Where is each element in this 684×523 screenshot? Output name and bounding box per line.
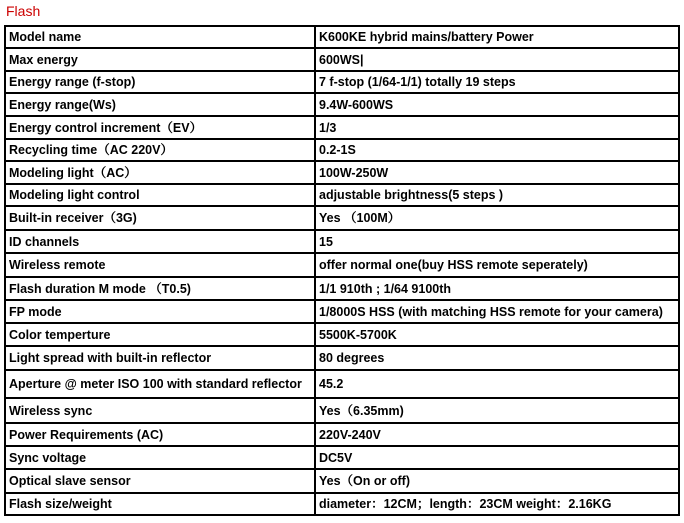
row-value: 220V-240V — [315, 423, 679, 446]
table-row — [5, 300, 679, 323]
row-label: Modeling light control — [5, 184, 315, 206]
row-label: Energy control increment（EV） — [5, 116, 315, 139]
row-label: Built-in receiver（3G) — [5, 206, 315, 230]
row-value: 45.2 — [315, 370, 679, 398]
table-row — [5, 323, 679, 346]
row-label: Model name — [5, 26, 315, 48]
table-row — [5, 253, 679, 277]
row-value: K600KE hybrid mains/battery Power — [315, 26, 679, 48]
row-value: 5500K-5700K — [315, 323, 679, 346]
row-label: Wireless remote — [5, 253, 315, 277]
row-label: FP mode — [5, 300, 315, 323]
row-value: 1/1 910th ; 1/64 9100th — [315, 277, 679, 300]
row-value: 15 — [315, 230, 679, 253]
row-label: Power Requirements (AC) — [5, 423, 315, 446]
row-value: diameter：12CM；length：23CM weight：2.16KG — [315, 493, 679, 515]
row-value: 9.4W-600WS — [315, 93, 679, 116]
row-value: Yes （100M） — [315, 206, 679, 230]
row-label: ID channels — [5, 230, 315, 253]
table-row — [5, 230, 679, 253]
row-label: Max energy — [5, 48, 315, 71]
row-label: Energy range(Ws) — [5, 93, 315, 116]
table-row — [5, 370, 679, 398]
row-label: Sync voltage — [5, 446, 315, 469]
row-value: adjustable brightness(5 steps ) — [315, 184, 679, 206]
table-row — [5, 446, 679, 469]
row-label: Aperture @ meter ISO 100 with standard reflector — [5, 370, 315, 398]
table-row — [5, 398, 679, 423]
row-value: offer normal one(buy HSS remote seperately) — [315, 253, 679, 277]
row-label: Flash size/weight — [5, 493, 315, 515]
table-row — [5, 469, 679, 493]
row-value: 600WS| — [315, 48, 679, 71]
table-row — [5, 139, 679, 161]
row-value: Yes（6.35mm) — [315, 398, 679, 423]
table-row — [5, 116, 679, 139]
row-value: DC5V — [315, 446, 679, 469]
row-label: Wireless sync — [5, 398, 315, 423]
row-value: 7 f-stop (1/64-1/1) totally 19 steps — [315, 71, 679, 93]
row-label: Recycling time（AC 220V） — [5, 139, 315, 161]
table-row — [5, 206, 679, 230]
row-label: Flash duration M mode （T0.5) — [5, 277, 315, 300]
table-row — [5, 277, 679, 300]
table-row — [5, 26, 679, 48]
row-label: Optical slave sensor — [5, 469, 315, 493]
row-value: 80 degrees — [315, 346, 679, 370]
row-value: 100W-250W — [315, 161, 679, 184]
row-label: Color temperture — [5, 323, 315, 346]
table-row — [5, 493, 679, 515]
row-label: Light spread with built-in reflector — [5, 346, 315, 370]
table-row — [5, 93, 679, 116]
table-row — [5, 71, 679, 93]
table-row — [5, 346, 679, 370]
row-value: 1/3 — [315, 116, 679, 139]
row-label: Energy range (f-stop) — [5, 71, 315, 93]
table-row — [5, 161, 679, 184]
row-value: 0.2-1S — [315, 139, 679, 161]
table-row — [5, 423, 679, 446]
row-value: 1/8000S HSS (with matching HSS remote for your camera) — [315, 300, 679, 323]
spec-table — [4, 25, 680, 516]
row-value: Yes（On or off) — [315, 469, 679, 493]
table-row — [5, 184, 679, 206]
section-title: Flash — [6, 3, 41, 19]
row-label: Modeling light（AC） — [5, 161, 315, 184]
table-row — [5, 48, 679, 71]
